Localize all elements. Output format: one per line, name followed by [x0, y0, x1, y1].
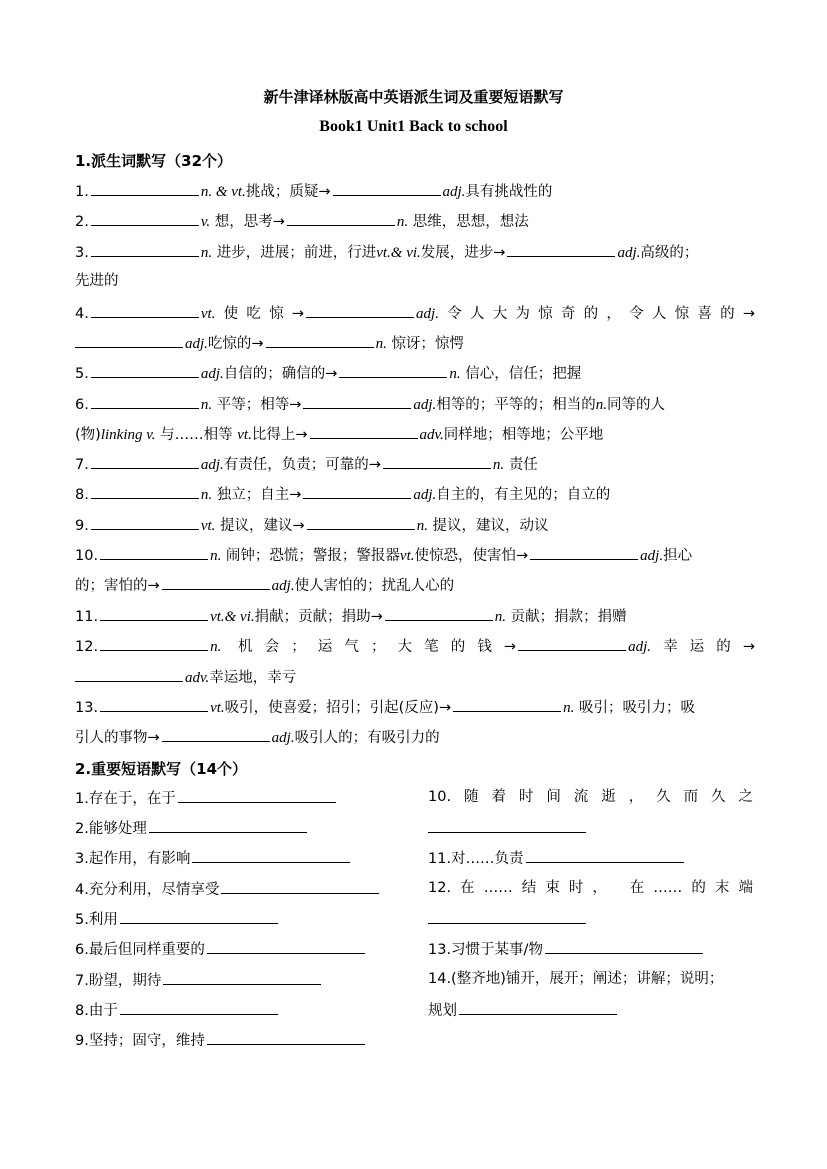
document-subtitle: Book1 Unit1 Back to school — [319, 118, 508, 135]
list-item: 11.对……负责 — [428, 847, 753, 869]
answer-blank[interactable] — [91, 483, 199, 499]
list-item: 10.随着时间流逝，久而久之 — [428, 789, 753, 805]
answer-blank[interactable] — [303, 393, 411, 409]
answer-blank[interactable] — [526, 847, 684, 863]
answer-blank[interactable] — [91, 302, 199, 318]
answer-blank[interactable] — [162, 726, 270, 742]
list-item: 2.能够处理 — [75, 817, 405, 839]
answer-blank[interactable] — [100, 696, 208, 712]
answer-blank[interactable] — [207, 1029, 365, 1045]
list-item: 14.(整齐地)铺开，展开；阐述；讲解；说明； — [428, 971, 724, 987]
list-item: 1.存在于，在于 — [75, 787, 405, 809]
answer-blank[interactable] — [91, 362, 199, 378]
list-item-continuation — [428, 908, 753, 930]
answer-blank[interactable] — [453, 696, 561, 712]
list-item: 9.坚持；固守，维持 — [75, 1029, 405, 1051]
answer-blank[interactable] — [333, 180, 441, 196]
answer-blank[interactable] — [518, 635, 626, 651]
answer-blank[interactable] — [163, 969, 321, 985]
list-item: 2. v. 想，思考→ n. 思维，思想，想法 — [75, 210, 755, 230]
answer-blank[interactable] — [306, 302, 414, 318]
list-item: 7. adj.有责任，负责；可靠的→ n. 责任 — [75, 453, 755, 473]
list-item: 4.充分利用，尽情享受 — [75, 878, 405, 900]
list-item: 4. vt.使吃惊→ adj.令人大为惊奇的，令人惊喜的→ — [75, 302, 755, 322]
list-item: 13.习惯于某事/物 — [428, 938, 753, 960]
answer-blank[interactable] — [507, 241, 615, 257]
list-item: 7.盼望，期待 — [75, 969, 405, 991]
answer-blank[interactable] — [91, 210, 199, 226]
answer-blank[interactable] — [91, 241, 199, 257]
list-item-continuation: 先进的 — [75, 273, 119, 289]
list-item: 3.起作用，有影响 — [75, 847, 405, 869]
list-item-continuation: 规划 — [428, 999, 753, 1021]
answer-blank[interactable] — [530, 544, 638, 560]
answer-blank[interactable] — [75, 666, 183, 682]
answer-blank[interactable] — [221, 878, 379, 894]
list-item-continuation: 的；害怕的→ adj.使人害怕的；扰乱人心的 — [75, 574, 755, 594]
answer-blank[interactable] — [266, 332, 374, 348]
list-item: 13. vt.吸引，使喜爱；招引；引起(反应)→ n. 吸引；吸引力；吸 — [75, 696, 755, 716]
list-item: 11. vt.& vi.捐献；贡献；捐助→ n. 贡献；捐款；捐赠 — [75, 605, 755, 625]
list-item-continuation: adj.吃惊的→ n. 惊讶；惊愕 — [75, 332, 755, 352]
answer-blank[interactable] — [428, 908, 586, 924]
answer-blank[interactable] — [162, 574, 270, 590]
answer-blank[interactable] — [91, 453, 199, 469]
list-item: 5. adj.自信的；确信的→ n. 信心，信任；把握 — [75, 362, 755, 382]
list-item: 3. n. 进步，进展；前进，行进vt.& vi.发展，进步→ adj.高级的； — [75, 241, 755, 261]
answer-blank[interactable] — [339, 362, 447, 378]
list-item: 5.利用 — [75, 908, 405, 930]
answer-blank[interactable] — [545, 938, 703, 954]
list-item: 12.在……结束时， 在……的末端 — [428, 880, 753, 896]
answer-blank[interactable] — [100, 544, 208, 560]
answer-blank[interactable] — [383, 453, 491, 469]
answer-blank[interactable] — [310, 423, 418, 439]
list-item: 6.最后但同样重要的 — [75, 938, 405, 960]
answer-blank[interactable] — [120, 908, 278, 924]
list-item: 8.由于 — [75, 999, 405, 1021]
list-item-continuation: adv.幸运地，幸亏 — [75, 666, 755, 686]
answer-blank[interactable] — [307, 514, 415, 530]
answer-blank[interactable] — [459, 999, 617, 1015]
list-item: 1. n. & vt.挑战；质疑→ adj.具有挑战性的 — [75, 180, 755, 200]
answer-blank[interactable] — [100, 605, 208, 621]
answer-blank[interactable] — [120, 999, 278, 1015]
answer-blank[interactable] — [91, 514, 199, 530]
answer-blank[interactable] — [91, 393, 199, 409]
answer-blank[interactable] — [385, 605, 493, 621]
list-item: 6. n. 平等；相等→ adj.相等的；平等的；相当的n.同等的人 — [75, 393, 755, 413]
answer-blank[interactable] — [91, 180, 199, 196]
answer-blank[interactable] — [207, 938, 365, 954]
answer-blank[interactable] — [149, 817, 307, 833]
answer-blank[interactable] — [100, 635, 208, 651]
list-item-continuation: (物)linking v. 与……相等 vt.比得上→ adv.同样地；相等地；公平地 — [75, 423, 755, 443]
answer-blank[interactable] — [303, 483, 411, 499]
section2-heading: 2.重要短语默写（14个） — [75, 760, 248, 778]
list-item-continuation: 引人的事物→ adj.吸引人的；有吸引力的 — [75, 726, 755, 746]
document-title: 新牛津译林版高中英语派生词及重要短语默写 — [263, 88, 564, 106]
list-item: 10. n. 闹钟；恐慌；警报；警报器vt.使惊恐，使害怕→ adj.担心 — [75, 544, 755, 564]
list-item-continuation — [428, 817, 753, 839]
section1-heading: 1.派生词默写（32个） — [75, 152, 233, 170]
list-item: 9. vt. 提议，建议→ n. 提议，建议，动议 — [75, 514, 755, 534]
answer-blank[interactable] — [75, 332, 183, 348]
answer-blank[interactable] — [287, 210, 395, 226]
list-item: 12. n. 机会；运气；大笔的钱→ adj.幸运的→ — [75, 635, 755, 655]
answer-blank[interactable] — [428, 817, 586, 833]
list-item: 8. n. 独立；自主→ adj.自主的，有主见的；自立的 — [75, 483, 755, 503]
answer-blank[interactable] — [192, 847, 350, 863]
answer-blank[interactable] — [178, 787, 336, 803]
